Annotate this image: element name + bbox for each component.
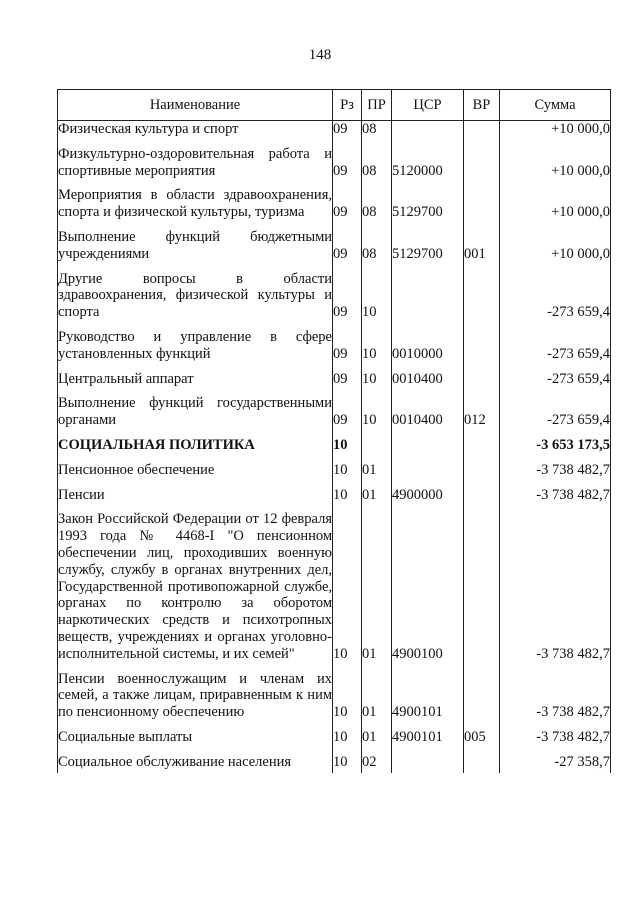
row-pr: 08: [362, 181, 392, 223]
row-csr: 0010400: [392, 365, 464, 390]
row-vr: 012: [464, 389, 500, 431]
row-sum: -3 738 482,7: [500, 481, 611, 506]
row-vr: [464, 748, 500, 773]
row-vr: [464, 431, 500, 456]
row-sum: +10 000,0: [500, 223, 611, 265]
table-row: [58, 265, 611, 323]
row-name: Другие вопросы в области здравоохранения, физической культуры и спорта: [58, 265, 333, 323]
row-csr: 0010400: [392, 389, 464, 431]
row-name: Выполнение функций государственными органами: [58, 389, 333, 431]
row-name: Руководство и управление в сфере установленных функций: [58, 323, 333, 365]
row-csr: 4900100: [392, 505, 464, 664]
row-sum: +10 000,0: [500, 121, 611, 140]
row-sum: -273 659,4: [500, 265, 611, 323]
table-row: [58, 323, 611, 365]
row-sum: -3 653 173,5: [500, 431, 611, 456]
header-sum: Сумма: [500, 90, 611, 121]
row-rz: 10: [333, 665, 362, 723]
row-sum: -3 738 482,7: [500, 665, 611, 723]
row-name: Закон Российской Федерации от 12 февраля 1993 года № 4468-I "О пенсионном обеспечении лиц, проходивших военную службу, службу в органах внутренних дел, Государственной противопожарной службе, органах по контролю за оборотом наркотических средств и психотропных веществ, учреждениях и органах уголовно-исполнительной системы, и их семей": [58, 505, 333, 664]
header-csr: ЦСР: [392, 90, 464, 121]
row-rz: 09: [333, 140, 362, 182]
row-csr: 4900000: [392, 481, 464, 506]
row-rz: 09: [333, 223, 362, 265]
row-name: Пенсии: [58, 481, 333, 506]
row-pr: 10: [362, 365, 392, 390]
row-vr: [464, 181, 500, 223]
row-rz: 10: [333, 431, 362, 456]
table-row: [58, 140, 611, 182]
row-csr: [392, 265, 464, 323]
table-row: [58, 223, 611, 265]
row-pr: 01: [362, 505, 392, 664]
row-pr: 10: [362, 265, 392, 323]
row-pr: 08: [362, 140, 392, 182]
row-pr: 01: [362, 665, 392, 723]
row-sum: -3 738 482,7: [500, 723, 611, 748]
row-vr: [464, 665, 500, 723]
row-name: СОЦИАЛЬНАЯ ПОЛИТИКА: [58, 431, 333, 456]
row-sum: +10 000,0: [500, 140, 611, 182]
row-csr: 4900101: [392, 723, 464, 748]
row-name: Пенсии военнослужащим и членам их семей, а также лицам, приравненным к ним по пенсионному обеспечению: [58, 665, 333, 723]
row-sum: +10 000,0: [500, 181, 611, 223]
row-vr: [464, 481, 500, 506]
row-name: Мероприятия в области здравоохранения, спорта и физической культуры, туризма: [58, 181, 333, 223]
row-rz: 10: [333, 505, 362, 664]
budget-table: [57, 89, 611, 773]
row-pr: 08: [362, 121, 392, 140]
row-name: Социальные выплаты: [58, 723, 333, 748]
row-vr: [464, 140, 500, 182]
row-pr: 02: [362, 748, 392, 773]
row-sum: -27 358,7: [500, 748, 611, 773]
row-vr: [464, 265, 500, 323]
row-csr: 5120000: [392, 140, 464, 182]
row-vr: [464, 365, 500, 390]
row-csr: 0010000: [392, 323, 464, 365]
row-rz: 10: [333, 481, 362, 506]
row-pr: [362, 431, 392, 456]
row-pr: 01: [362, 456, 392, 481]
row-rz: 09: [333, 365, 362, 390]
row-csr: 5129700: [392, 223, 464, 265]
header-pr: ПР: [362, 90, 392, 121]
row-vr: [464, 323, 500, 365]
row-name: Пенсионное обеспечение: [58, 456, 333, 481]
table-row: [58, 665, 611, 723]
table-row: [58, 748, 611, 773]
row-csr: [392, 456, 464, 481]
row-rz: 09: [333, 181, 362, 223]
row-csr: 5129700: [392, 181, 464, 223]
row-vr: [464, 456, 500, 481]
row-csr: 4900101: [392, 665, 464, 723]
row-sum: -273 659,4: [500, 389, 611, 431]
row-csr: [392, 121, 464, 140]
row-rz: 09: [333, 323, 362, 365]
page-number: 148: [308, 47, 332, 63]
table-row: [58, 505, 611, 664]
table-row: [58, 723, 611, 748]
row-csr: [392, 748, 464, 773]
row-rz: 10: [333, 748, 362, 773]
row-rz: 09: [333, 121, 362, 140]
row-name: Социальное обслуживание населения: [58, 748, 333, 773]
row-name: Центральный аппарат: [58, 365, 333, 390]
table-row: [58, 121, 611, 140]
table-header-row: [58, 90, 611, 121]
row-pr: 08: [362, 223, 392, 265]
row-name: Физическая культура и спорт: [58, 121, 333, 140]
row-rz: 09: [333, 389, 362, 431]
row-sum: -273 659,4: [500, 323, 611, 365]
row-pr: 01: [362, 723, 392, 748]
table-row: [58, 481, 611, 506]
row-sum: -3 738 482,7: [500, 456, 611, 481]
row-name: Выполнение функций бюджетными учреждениями: [58, 223, 333, 265]
table-row: [58, 456, 611, 481]
row-vr: [464, 121, 500, 140]
row-rz: 10: [333, 723, 362, 748]
table-row: [58, 365, 611, 390]
row-rz: 09: [333, 265, 362, 323]
header-name: Наименование: [58, 90, 333, 121]
row-sum: -273 659,4: [500, 365, 611, 390]
row-csr: [392, 431, 464, 456]
table-row: [58, 389, 611, 431]
row-vr: 005: [464, 723, 500, 748]
row-rz: 10: [333, 456, 362, 481]
header-rz: Рз: [333, 90, 362, 121]
row-pr: 01: [362, 481, 392, 506]
row-pr: 10: [362, 389, 392, 431]
table-row-section-heading: [58, 431, 611, 456]
table-row: [58, 181, 611, 223]
row-name: Физкультурно-оздоровительная работа и спортивные мероприятия: [58, 140, 333, 182]
header-vr: ВР: [464, 90, 500, 121]
row-vr: [464, 505, 500, 664]
row-vr: 001: [464, 223, 500, 265]
row-pr: 10: [362, 323, 392, 365]
row-sum: -3 738 482,7: [500, 505, 611, 664]
